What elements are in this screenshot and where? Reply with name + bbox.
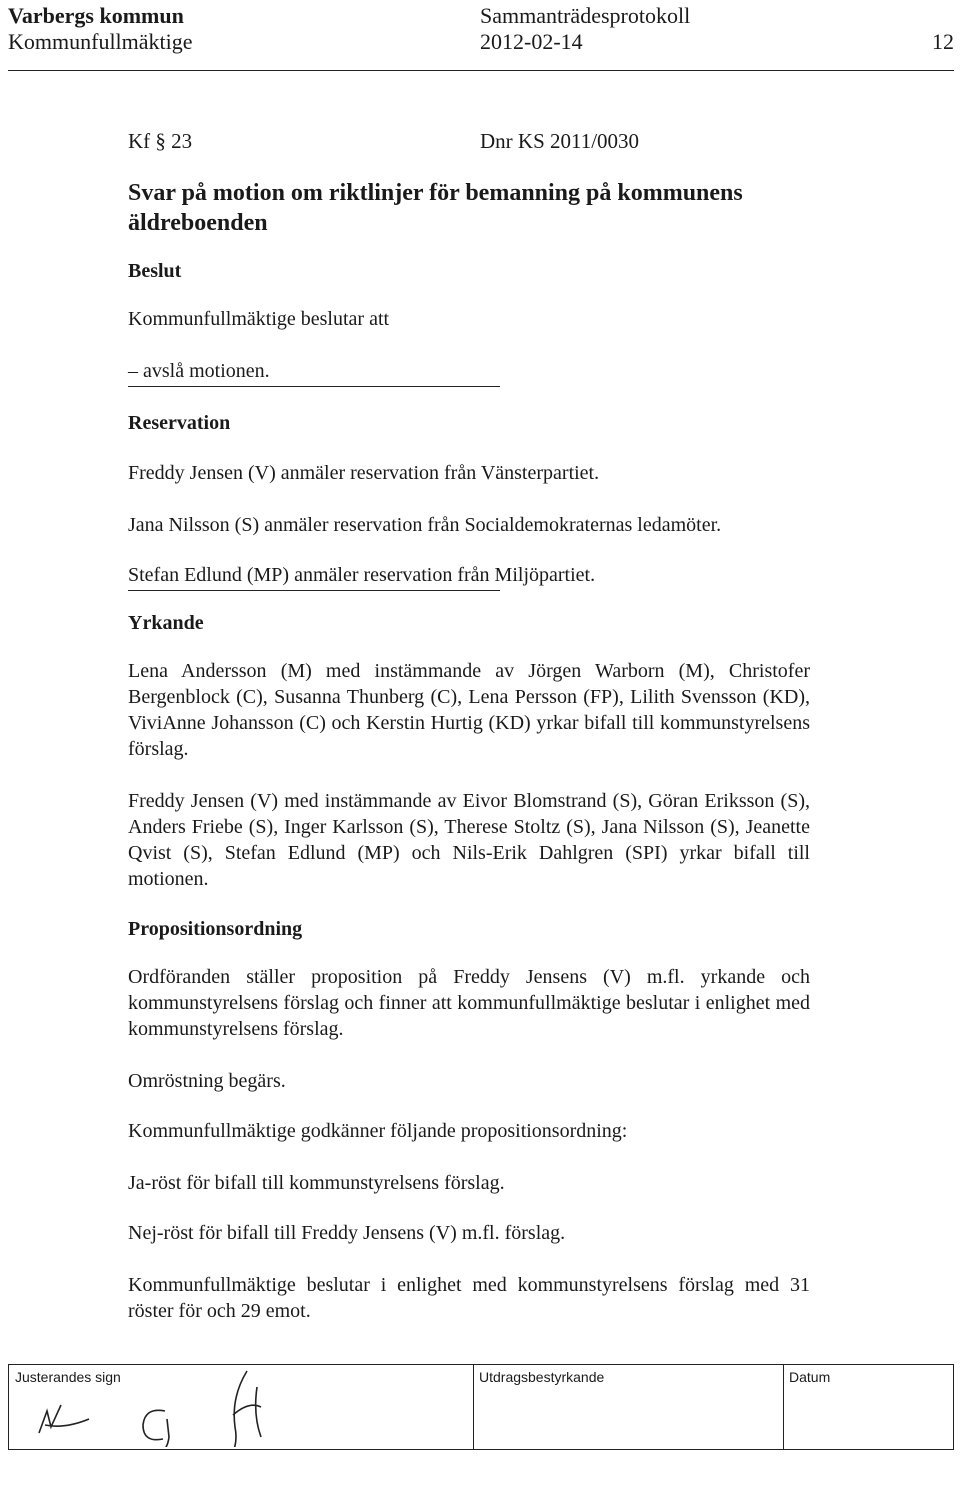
reservation-heading: Reservation xyxy=(128,412,231,434)
datum-cell xyxy=(783,1365,953,1449)
proposition-paragraph: Kommunfullmäktige godkänner följande propositionsordning: xyxy=(128,1120,628,1142)
page-number: 12 xyxy=(932,29,954,54)
datum-label: Datum xyxy=(789,1369,831,1385)
utdragsbestyrkande-cell xyxy=(473,1365,783,1449)
header-divider xyxy=(8,70,954,71)
proposition-paragraph: Ordföranden ställer proposition på Freddy Jensens (V) m.fl. yrkande och kommunstyrelsens förslag och finner att kommunfullmäktige beslutar i enlighet med kommunstyrelsens förslag. xyxy=(128,966,810,1040)
body-name: Kommunfullmäktige xyxy=(8,29,193,54)
yrkande-paragraph: Freddy Jensen (V) med instämmande av Eivor Blomstrand (S), Göran Eriksson (S), Anders Friebe (S), Inger Karlsson (S), Therese Stoltz (S), Jana Nilsson (S), Jeanette Qvist (S), Stefan Edlund (MP) och Nils-Erik Dahlgren (SPI) yrkar bifall till motionen. xyxy=(128,790,810,890)
reservation-line: Freddy Jensen (V) anmäler reservation från Vänsterpartiet. xyxy=(128,462,600,484)
case-number: Dnr KS 2011/0030 xyxy=(480,129,640,153)
doc-type: Sammanträdesprotokoll xyxy=(480,3,691,28)
yrkande-paragraph: Lena Andersson (M) med instämmande av Jörgen Warborn (M), Christofer Bergenblock (C), Susanna Thunberg (C), Lena Persson (FP), Lilith Svensson (KD), ViviAnne Johansson (C) och Kerstin Hurtig (KD) yrkar bifall till kommunstyrelsens förslag. xyxy=(128,660,810,760)
beslut-heading: Beslut xyxy=(128,260,182,282)
propositionsordning-heading: Propositionsordning xyxy=(128,918,303,940)
proposition-paragraph: Omröstning begärs. xyxy=(128,1070,286,1092)
justerandes-sign-cell xyxy=(9,1365,473,1449)
signature-table xyxy=(8,1364,954,1450)
reservation-line: Stefan Edlund (MP) anmäler reservation från Miljöpartiet. xyxy=(128,564,596,586)
beslut-item: – avslå motionen. xyxy=(128,360,270,382)
justerandes-sign-label: Justerandes sign xyxy=(15,1369,121,1385)
utdragsbestyrkande-label: Utdragsbestyrkande xyxy=(479,1369,605,1385)
paragraph-number: Kf § 23 xyxy=(128,129,193,153)
beslut-underline xyxy=(128,386,500,387)
reservation-line: Jana Nilsson (S) anmäler reservation från Socialdemokraternas ledamöter. xyxy=(128,514,722,536)
title-line-2: äldreboenden xyxy=(128,210,268,236)
proposition-paragraph: Kommunfullmäktige beslutar i enlighet med kommunstyrelsens förslag med 31 röster för och 29 emot. xyxy=(128,1274,810,1322)
proposition-paragraph: Ja-röst för bifall till kommunstyrelsens förslag. xyxy=(128,1172,505,1194)
signature-scribbles xyxy=(17,1367,457,1447)
beslut-intro: Kommunfullmäktige beslutar att xyxy=(128,308,390,330)
yrkande-heading: Yrkande xyxy=(128,612,204,634)
meeting-date: 2012-02-14 xyxy=(480,29,583,54)
reservation-underline xyxy=(128,590,500,591)
title-line-1: Svar på motion om riktlinjer för bemanning på kommunens xyxy=(128,180,743,206)
org-name: Varbergs kommun xyxy=(8,3,184,28)
proposition-paragraph: Nej-röst för bifall till Freddy Jensens (V) m.fl. förslag. xyxy=(128,1222,566,1244)
